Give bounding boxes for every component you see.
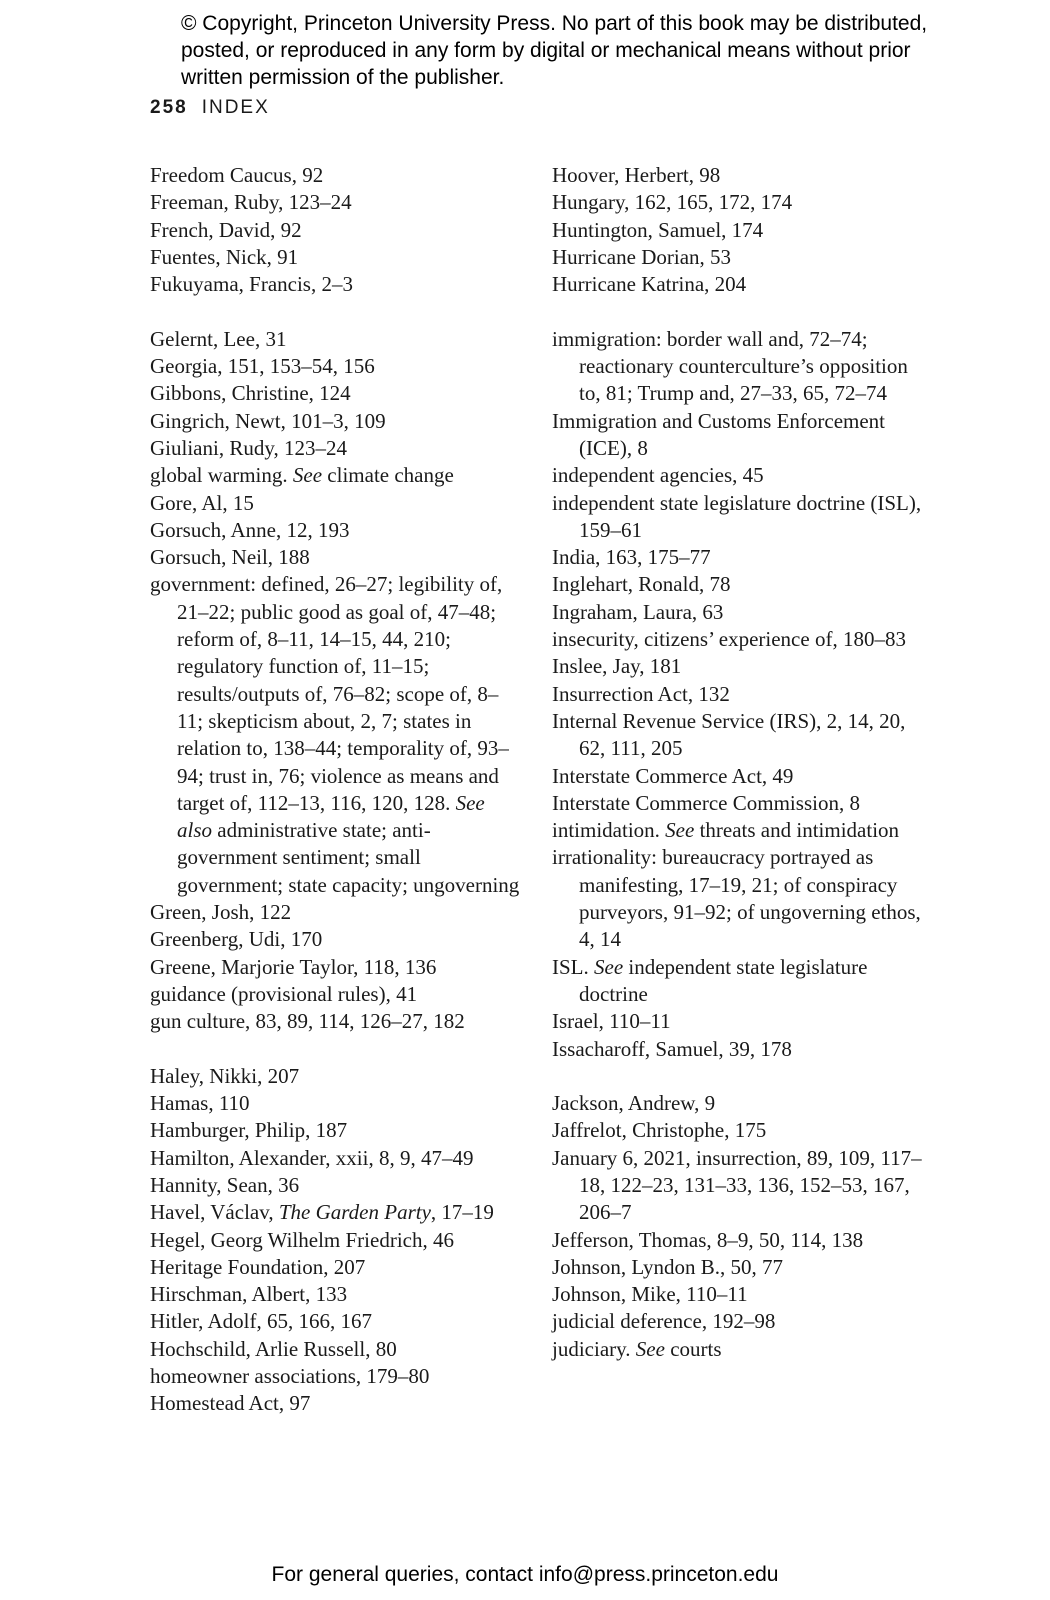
index-entry: Ingraham, Laura, 63: [552, 599, 724, 624]
index-entry: Homestead Act, 97: [150, 1391, 311, 1416]
index-entry: Immigration and Customs Enforcement (ICE), 8: [552, 408, 886, 460]
index-entry: government: defined, 26–27; legibility of, 21–22; public good as goal of, 47–48; reform of, 8–11, 14–15, 44, 210; regulatory function of, 11–15; results/outputs of, 76–82; scope of, 8–11; skepticism about, 2, 7; states in relation to, 138–44; temporality of, 93–94; trust in, 76; violence as means and target of, 112–13, 116, 120, 128. See also administrative state; anti-government sentiment; small government; state capacity; ungoverning: [150, 572, 520, 897]
index-entry: Huntington, Samuel, 174: [552, 217, 764, 242]
index-letter-group: [552, 326, 922, 1063]
index-entry: Johnson, Mike, 110–11: [552, 1282, 748, 1307]
index-entry: Inglehart, Ronald, 78: [552, 572, 731, 597]
index-entry: insecurity, citizens’ experience of, 180–83: [552, 627, 906, 652]
index-entry: homeowner associations, 179–80: [150, 1364, 430, 1389]
index-entry: Havel, Václav, The Garden Party, 17–19: [150, 1200, 494, 1225]
index-entry: Greenberg, Udi, 170: [150, 927, 323, 952]
index-entry: January 6, 2021, insurrection, 89, 109, 117–18, 122–23, 131–33, 136, 152–53, 167, 206–7: [552, 1145, 922, 1225]
index-column-right: [552, 162, 922, 1390]
index-letter-group: [150, 1063, 520, 1418]
index-entry: Interstate Commerce Act, 49: [552, 763, 794, 788]
index-entry: Georgia, 151, 153–54, 156: [150, 354, 375, 379]
index-entry: judicial deference, 192–98: [552, 1309, 776, 1334]
index-letter-group: [552, 1090, 922, 1363]
index-entry: Giuliani, Rudy, 123–24: [150, 435, 347, 460]
index-entry: Freedom Caucus, 92: [150, 163, 324, 187]
index-entry: Gorsuch, Neil, 188: [150, 545, 310, 570]
index-entry: Hurricane Dorian, 53: [552, 244, 732, 269]
index-entry: ISL. See independent state legislature doctrine: [552, 954, 868, 1006]
index-entry: French, David, 92: [150, 217, 302, 242]
index-entry: Fukuyama, Francis, 2–3: [150, 272, 353, 297]
index-entry: Insurrection Act, 132: [552, 681, 730, 706]
index-entry: Hamas, 110: [150, 1091, 250, 1116]
index-entry: Hoover, Herbert, 98: [552, 163, 721, 187]
footer-contact: For general queries, contact info@press.princeton.edu: [271, 1563, 779, 1586]
index-entry: Fuentes, Nick, 91: [150, 244, 299, 269]
index-entry: Gibbons, Christine, 124: [150, 381, 351, 406]
index-entry: Hannity, Sean, 36: [150, 1172, 300, 1197]
index-column-left: [150, 162, 520, 1445]
index-entry: Gingrich, Newt, 101–3, 109: [150, 408, 386, 433]
index-entry: Green, Josh, 122: [150, 900, 292, 925]
index-entry: Interstate Commerce Commission, 8: [552, 790, 860, 815]
index-entry: independent state legislature doctrine (ISL), 159–61: [552, 490, 922, 542]
index-entry: immigration: border wall and, 72–74; reactionary counterculture’s opposition to, 81; Trump and, 27–33, 65, 72–74: [552, 326, 908, 406]
index-entry: Hurricane Katrina, 204: [552, 272, 747, 297]
index-entry: Johnson, Lyndon B., 50, 77: [552, 1254, 784, 1279]
index-entry: Hungary, 162, 165, 172, 174: [552, 190, 793, 215]
index-entry: Jackson, Andrew, 9: [552, 1091, 716, 1116]
index-entry: Hitler, Adolf, 65, 166, 167: [150, 1309, 372, 1334]
index-entry: Hochschild, Arlie Russell, 80: [150, 1336, 397, 1361]
index-entry: Internal Revenue Service (IRS), 2, 14, 20, 62, 111, 205: [552, 708, 906, 761]
index-entry: irrationality: bureaucracy portrayed as manifesting, 17–19, 21; of conspiracy purveyors, 91–92; of ungoverning ethos, 4, 14: [552, 845, 921, 952]
index-entry: Jaffrelot, Christophe, 175: [552, 1118, 767, 1143]
page-number: 258: [150, 97, 188, 118]
copyright-notice: © Copyright, Princeton University Press. No part of this book may be distributed, posted, or reproduced in any form by digital or mechanical means without prior written permission of the publisher.: [181, 12, 928, 89]
index-entry: intimidation. See threats and intimidation: [552, 818, 900, 843]
index-entry: Jefferson, Thomas, 8–9, 50, 114, 138: [552, 1227, 864, 1252]
index-entry: independent agencies, 45: [552, 463, 764, 488]
index-entry: global warming. See climate change: [150, 463, 454, 488]
running-head: [150, 97, 270, 119]
index-entry: Greene, Marjorie Taylor, 118, 136: [150, 954, 437, 979]
index-entry: guidance (provisional rules), 41: [150, 981, 418, 1006]
index-entry: Hirschman, Albert, 133: [150, 1282, 348, 1307]
index-entry: Israel, 110–11: [552, 1009, 671, 1034]
index-entry: Gore, Al, 15: [150, 490, 254, 515]
index-entry: Issacharoff, Samuel, 39, 178: [552, 1036, 792, 1061]
index-letter-group: [150, 162, 520, 298]
index-entry: Haley, Nikki, 207: [150, 1063, 300, 1088]
index-entry: Hegel, Georg Wilhelm Friedrich, 46: [150, 1227, 454, 1252]
index-entry: Hamilton, Alexander, xxii, 8, 9, 47–49: [150, 1145, 474, 1170]
index-letter-group: [150, 326, 520, 1036]
index-entry: Freeman, Ruby, 123–24: [150, 190, 352, 215]
index-entry: Inslee, Jay, 181: [552, 654, 682, 679]
index-entry: Gelernt, Lee, 31: [150, 326, 287, 351]
index-entry: Hamburger, Philip, 187: [150, 1118, 348, 1143]
index-entry: judiciary. See courts: [552, 1336, 722, 1361]
index-entry: Heritage Foundation, 207: [150, 1254, 366, 1279]
section-title: INDEX: [201, 97, 270, 118]
index-letter-group: [552, 162, 922, 298]
index-entry: gun culture, 83, 89, 114, 126–27, 182: [150, 1009, 465, 1034]
index-entry: Gorsuch, Anne, 12, 193: [150, 517, 350, 542]
index-entry: India, 163, 175–77: [552, 545, 711, 570]
